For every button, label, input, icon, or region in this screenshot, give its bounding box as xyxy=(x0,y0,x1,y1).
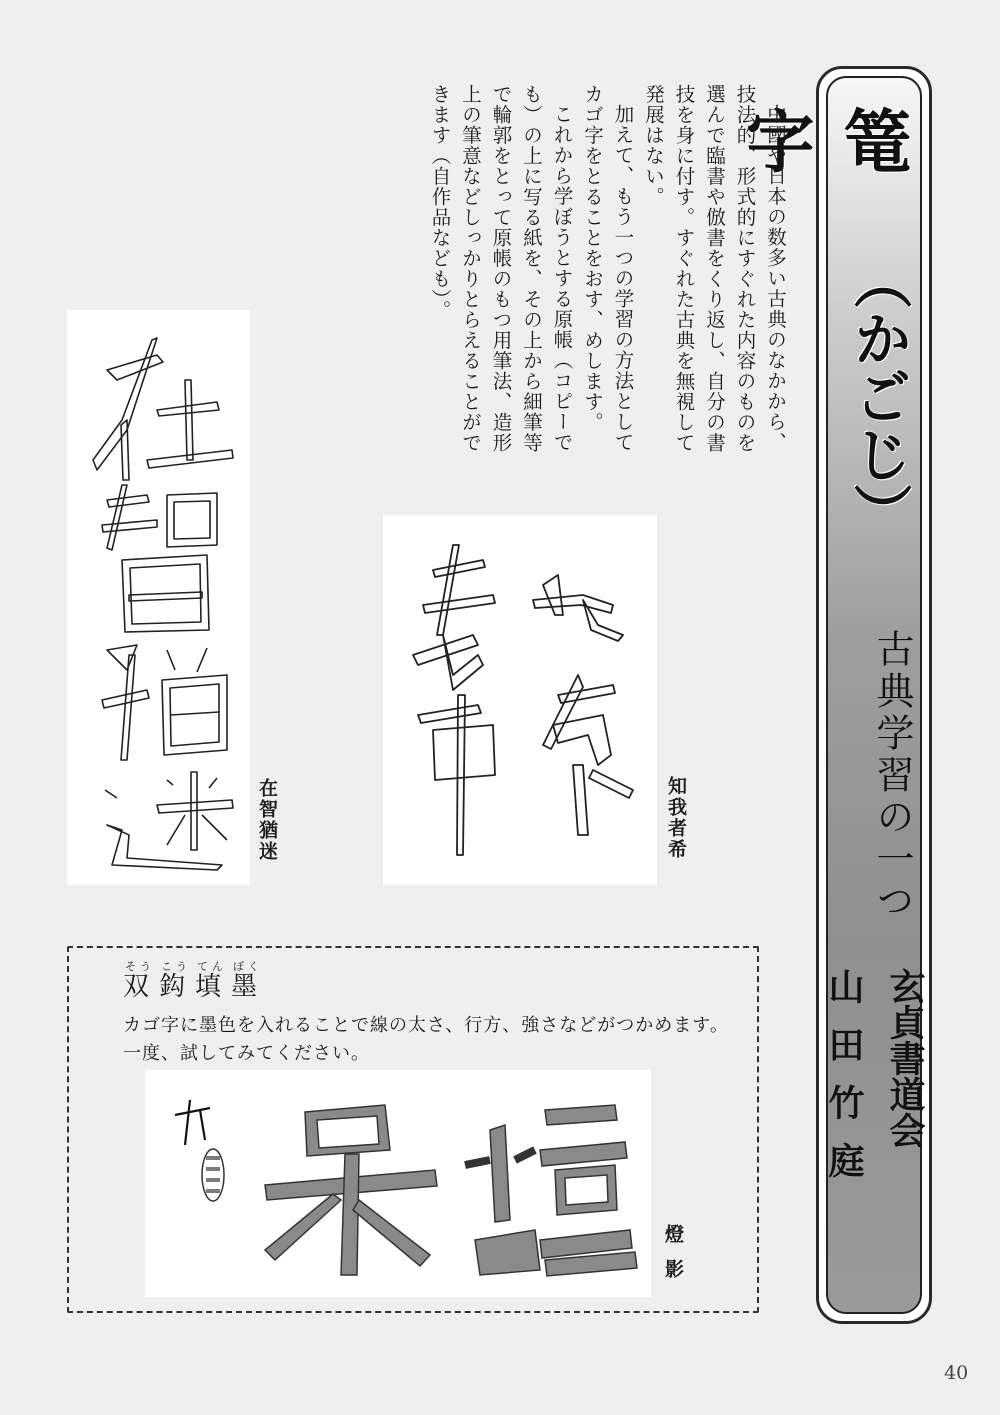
body-paragraph: 加えて、もう一つの学習の方法としてカゴ字をとることをおす、めします。 xyxy=(581,84,635,452)
subtitle: 古典学習の一つ xyxy=(870,629,914,923)
organization-name: 玄貞書道会 xyxy=(884,968,925,1148)
main-title xyxy=(735,106,920,542)
title-char: 鈎こう xyxy=(159,960,190,1002)
calligraphy-outline-left xyxy=(67,310,250,885)
calligraphy-filled-bottom xyxy=(145,1070,651,1297)
title-char: 墨ぼく xyxy=(231,960,262,1002)
technique-line: カゴ字に墨色を入れることで線の太さ、行方、強さなどがつかめます。 xyxy=(123,1015,729,1036)
caption-left: 在智猶迷 xyxy=(256,778,278,862)
body-paragraph: 中國や日本の数多い古典のなかから、技法的、形式的にすぐれた内容のものを選んで臨書や倣書をくり返し、自分の書技を身に付す。すぐれた古典を無視して発展はない。 xyxy=(642,84,787,453)
main-title-reading: （かごじ） xyxy=(844,251,912,542)
technique-title xyxy=(123,960,261,1003)
caption-bottom: 燈影 xyxy=(662,1224,684,1294)
calligraphy-outline-middle xyxy=(383,515,657,885)
title-panel-inner xyxy=(735,76,925,1314)
main-title-text: 篭字 xyxy=(735,106,911,180)
title-panel xyxy=(735,66,932,1324)
author-name: 山田竹庭 xyxy=(823,968,864,1200)
title-char: 填てん xyxy=(195,960,226,1002)
caption-middle: 知我者希 xyxy=(665,776,687,860)
technique-text xyxy=(123,1012,737,1068)
technique-line: 一度、試してみてください。 xyxy=(123,1043,370,1064)
body-text xyxy=(290,84,790,464)
calligraphy-image-left xyxy=(67,310,250,885)
title-char: 双そう xyxy=(123,960,154,1002)
calligraphy-image-bottom xyxy=(145,1070,651,1297)
author-block xyxy=(823,968,925,1298)
calligraphy-image-middle xyxy=(383,515,657,885)
page-number: 40 xyxy=(944,1362,969,1384)
body-paragraph: これから学ぼうとする原帳（コピーでも）の上に写る紙を、その上から細筆等で輪郭をとって原帳のもつ用筆法、造形上の筆意などしっかりとらえることができます（自作品なども）。 xyxy=(428,84,574,453)
